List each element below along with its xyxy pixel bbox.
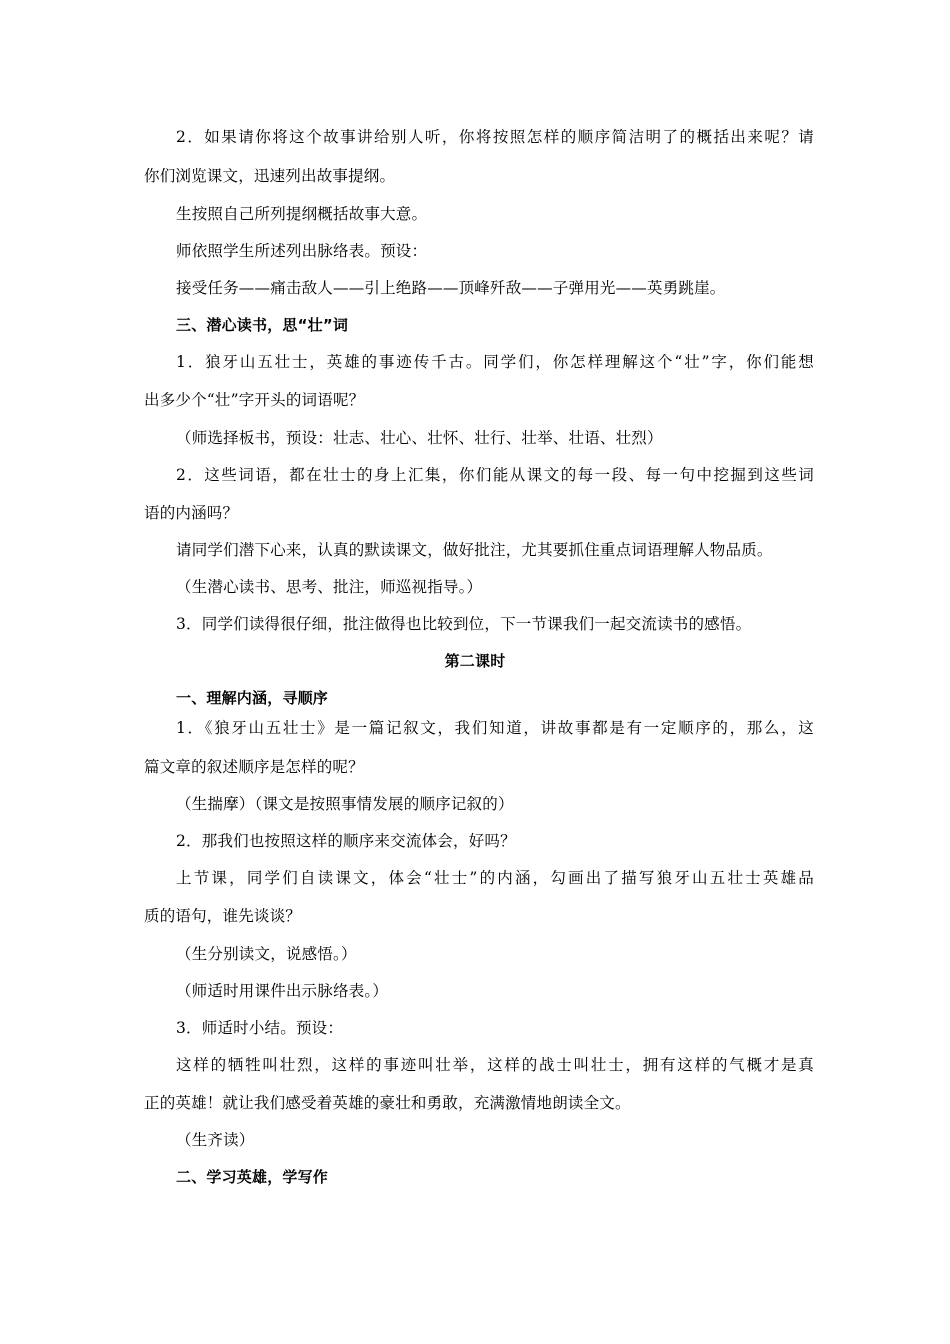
paragraph: 师依照学生所述列出脉络表。预设： (176, 242, 428, 260)
paragraph-line: 你们浏览课文，迅速列出故事提纲。 (144, 167, 396, 185)
paragraph: （生分别读文，说感悟。） (176, 945, 357, 963)
section-heading: 三、潜心读书，思“壮”词 (176, 316, 349, 334)
paragraph: （生潜心读书、思考、批注，师巡视指导。） (176, 578, 483, 596)
paragraph-line: 2．这些词语，都在壮士的身上汇集，你们能从课文的每一段、每一句中挖掘到这些词 (176, 466, 814, 484)
paragraph-line: 上节课，同学们自读课文，体会“壮士”的内涵，勾画出了描写狼牙山五壮士英雄品 (176, 869, 814, 887)
paragraph: （生揣摩）（课文是按照事情发展的顺序记叙的） (176, 795, 514, 813)
paragraph-line: 出多少个“壮”字开头的词语呢？ (144, 391, 365, 409)
paragraph-line: 语的内涵吗？ (144, 504, 239, 522)
paragraph: 3．师适时小结。预设： (176, 1019, 344, 1037)
paragraph-line: 这样的牺牲叫壮烈，这样的事迹叫壮举，这样的战士叫壮士，拥有这样的气概才是真 (176, 1056, 814, 1074)
paragraph-line: 正的英雄！就让我们感受着英雄的豪壮和勇敢，充满激情地朗读全文。 (144, 1094, 631, 1112)
paragraph-line: 1．《狼牙山五壮士》是一篇记叙文，我们知道，讲故事都是有一定顺序的，那么，这 (176, 719, 814, 737)
paragraph: 生按照自己所列提纲概括故事大意。 (176, 205, 428, 223)
paragraph: 3．同学们读得很仔细，批注做得也比较到位，下一节课我们一起交流读书的感悟。 (176, 615, 752, 633)
paragraph: （师选择板书，预设：壮志、壮心、壮怀、壮行、壮举、壮语、壮烈） (176, 429, 663, 447)
paragraph-line: 2．如果请你将这个故事讲给别人听，你将按照怎样的顺序简洁明了的概括出来呢？请 (176, 128, 814, 146)
paragraph-line: 质的语句，谁先谈谈？ (144, 907, 302, 925)
paragraph: （生齐读） (176, 1131, 255, 1149)
section-heading: 一、理解内涵，寻顺序 (176, 689, 329, 707)
paragraph: （师适时用课件出示脉络表。） (176, 982, 389, 1000)
paragraph-line: 篇文章的叙述顺序是怎样的呢？ (144, 758, 364, 776)
lesson-title: 第二课时 (444, 652, 506, 670)
section-heading: 二、学习英雄，学写作 (176, 1168, 329, 1186)
paragraph: 请同学们潜下心来，认真的默读课文，做好批注，尤其要抓住重点词语理解人物品质。 (176, 541, 773, 559)
paragraph-line: 1．狼牙山五壮士，英雄的事迹传千古。同学们，你怎样理解这个“壮”字，你们能想 (176, 353, 814, 371)
paragraph: 接受任务——痛击敌人——引上绝路——顶峰歼敌——子弹用光——英勇跳崖。 (176, 279, 726, 297)
paragraph: 2．那我们也按照这样的顺序来交流体会，好吗？ (176, 832, 516, 850)
